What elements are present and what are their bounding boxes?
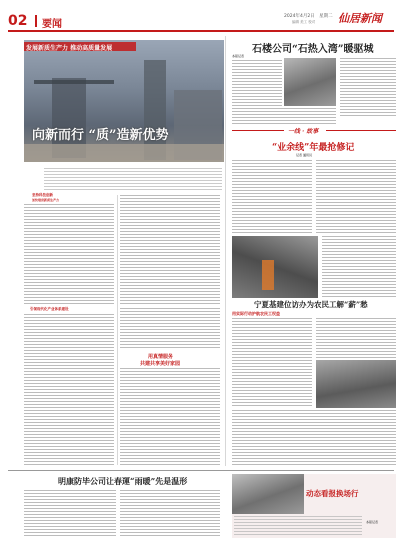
banner-text: 发展新质生产力 推动高质量发展 bbox=[26, 45, 113, 52]
mid-col-text-1 bbox=[120, 195, 220, 305]
right-top-byline: 本报记者 bbox=[232, 54, 245, 58]
crane-arm bbox=[34, 80, 114, 84]
mid-story-headline: 宁夏基建位访办为农民工解“薪”愁 bbox=[254, 300, 368, 309]
feature-text-col-2 bbox=[316, 160, 396, 234]
photo-caption-text bbox=[44, 168, 222, 190]
column-divider-left bbox=[117, 195, 118, 465]
feature-byline: 记者 通讯员 bbox=[296, 153, 313, 157]
top-left-photo bbox=[24, 40, 224, 162]
page-header bbox=[0, 0, 402, 34]
mid-story-subhead: 用实际行动护航农民工权益 bbox=[232, 311, 280, 316]
section-title: 要闻 bbox=[42, 19, 62, 30]
masthead-logo: 仙居新闻 bbox=[338, 12, 382, 25]
left-subhead-2: 引领现代化产业体系建设 bbox=[30, 307, 69, 311]
header-divider-mark bbox=[35, 15, 37, 27]
mid-col-text-3 bbox=[120, 368, 220, 466]
column-divider-center bbox=[225, 36, 226, 466]
bottom-text-1 bbox=[24, 490, 116, 538]
mid-story-text-1 bbox=[232, 318, 312, 408]
bottom-right-byline: 本报记者 bbox=[366, 520, 379, 524]
bottom-headline: 明康防毕公司让春運“雨暖”先是温形 bbox=[58, 476, 188, 486]
bottom-right-text bbox=[234, 516, 362, 536]
bottom-text-2 bbox=[120, 490, 220, 538]
feature-photo bbox=[232, 236, 318, 298]
right-top-text-1 bbox=[232, 60, 282, 106]
left-col-text-2 bbox=[24, 314, 114, 466]
page-number: 02 bbox=[8, 13, 28, 29]
header-rule bbox=[8, 30, 394, 32]
feature-headline: “业余线”年最抢修记 bbox=[272, 143, 355, 153]
right-top-photo bbox=[284, 58, 336, 106]
date-line: 2024年4月2日 星期二 bbox=[284, 14, 333, 19]
feature-column-tag: 一线 · 故事 bbox=[288, 128, 319, 135]
right-top-text-3 bbox=[232, 108, 336, 124]
mid-story-photo bbox=[316, 360, 396, 408]
right-top-text-2 bbox=[340, 58, 396, 118]
bottom-right-title: 动态看报换场行 bbox=[306, 489, 359, 498]
photo-overlay-title: 向新而行 “质”造新优势 bbox=[32, 128, 169, 143]
feature-text-col-1 bbox=[232, 160, 312, 234]
mid-story-text-2 bbox=[316, 318, 396, 358]
right-top-headline: 石楼公司“石热入湾”暖驱城 bbox=[252, 44, 374, 55]
bottom-rule bbox=[8, 470, 394, 471]
left-subhead-3: 加快培育新质生产力 bbox=[32, 198, 60, 202]
left-subhead-1: 坚持科技创新 bbox=[32, 193, 53, 197]
bottom-right-photo bbox=[232, 474, 304, 514]
editor-line: 编辑 美工 校对 bbox=[292, 20, 316, 24]
mid-story-text-3 bbox=[232, 410, 396, 466]
mid-col-text-2 bbox=[120, 308, 220, 348]
feature-rule-left bbox=[232, 130, 284, 131]
left-mid-headline-2: 共建共享美好家园 bbox=[140, 361, 181, 367]
left-col-text-1 bbox=[24, 204, 114, 304]
feature-text-col-3 bbox=[322, 236, 396, 298]
left-mid-headline-1: 用真情服务 bbox=[148, 354, 174, 360]
feature-photo-worker bbox=[262, 260, 274, 290]
feature-rule-right bbox=[326, 130, 396, 131]
foreground-ground bbox=[24, 144, 224, 162]
